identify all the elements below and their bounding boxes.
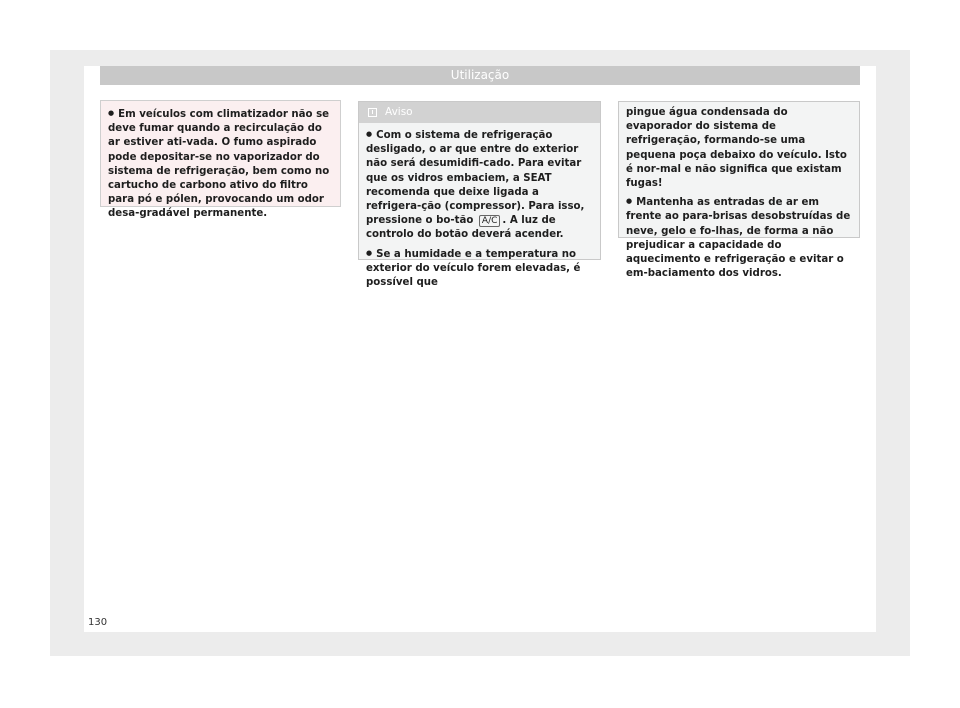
note-text: ● Em veículos com climatizador não se deve fumar quando a recirculação do ar estiver ati-vada. O fumo aspirado pode depositar-se no vaporizador do sistema de refrigeração, bem como no cartucho de carbono ativo do filtro para pó e pólen, provocando um odor desa-gradável permanente. bbox=[108, 106, 334, 222]
continued-text: pingue água condensada do evaporador do sistema de refrigeração, formando-se uma pequena poça debaixo do veículo. Isto é nor-mal e não significa que existam fugas! bbox=[626, 107, 847, 190]
ac-key-symbol: A/C bbox=[479, 215, 500, 227]
continued-item: ● Mantenha as entradas de ar em frente ao para-brisas desobstruídas de neve, gelo e fo-lhas, de forma a não prejudicar a capacidade do aquecimento e refrigeração e evitar o em-baciamento dos vidros. bbox=[626, 194, 853, 281]
page-number: 130 bbox=[88, 617, 108, 628]
note-box bbox=[100, 100, 341, 220]
warning-item-1 bbox=[366, 127, 594, 243]
warning-item-1-end: . A luz de controlo do botão deverá acender. bbox=[366, 215, 564, 241]
warning-box-continued bbox=[618, 101, 860, 280]
warning-item-2: ● Se a humidade e a temperatura no exterior do veículo forem elevadas, é possível que bbox=[366, 246, 594, 291]
warning-header bbox=[359, 102, 600, 123]
section-header: Utilização bbox=[100, 66, 860, 85]
warning-box bbox=[358, 101, 601, 289]
warning-body bbox=[359, 123, 600, 290]
warning-icon bbox=[368, 108, 377, 117]
warning-title: Aviso bbox=[385, 106, 413, 119]
warning-item-1-text: Com o sistema de refrigeração desligado, o ar que entre do exterior não será desumidifi-cado. Para evitar que os vidros embaciem, a SEAT recomenda que deixe ligada a refrigera-ção (compressor). Para isso, pressione o bo-tão bbox=[366, 130, 585, 227]
